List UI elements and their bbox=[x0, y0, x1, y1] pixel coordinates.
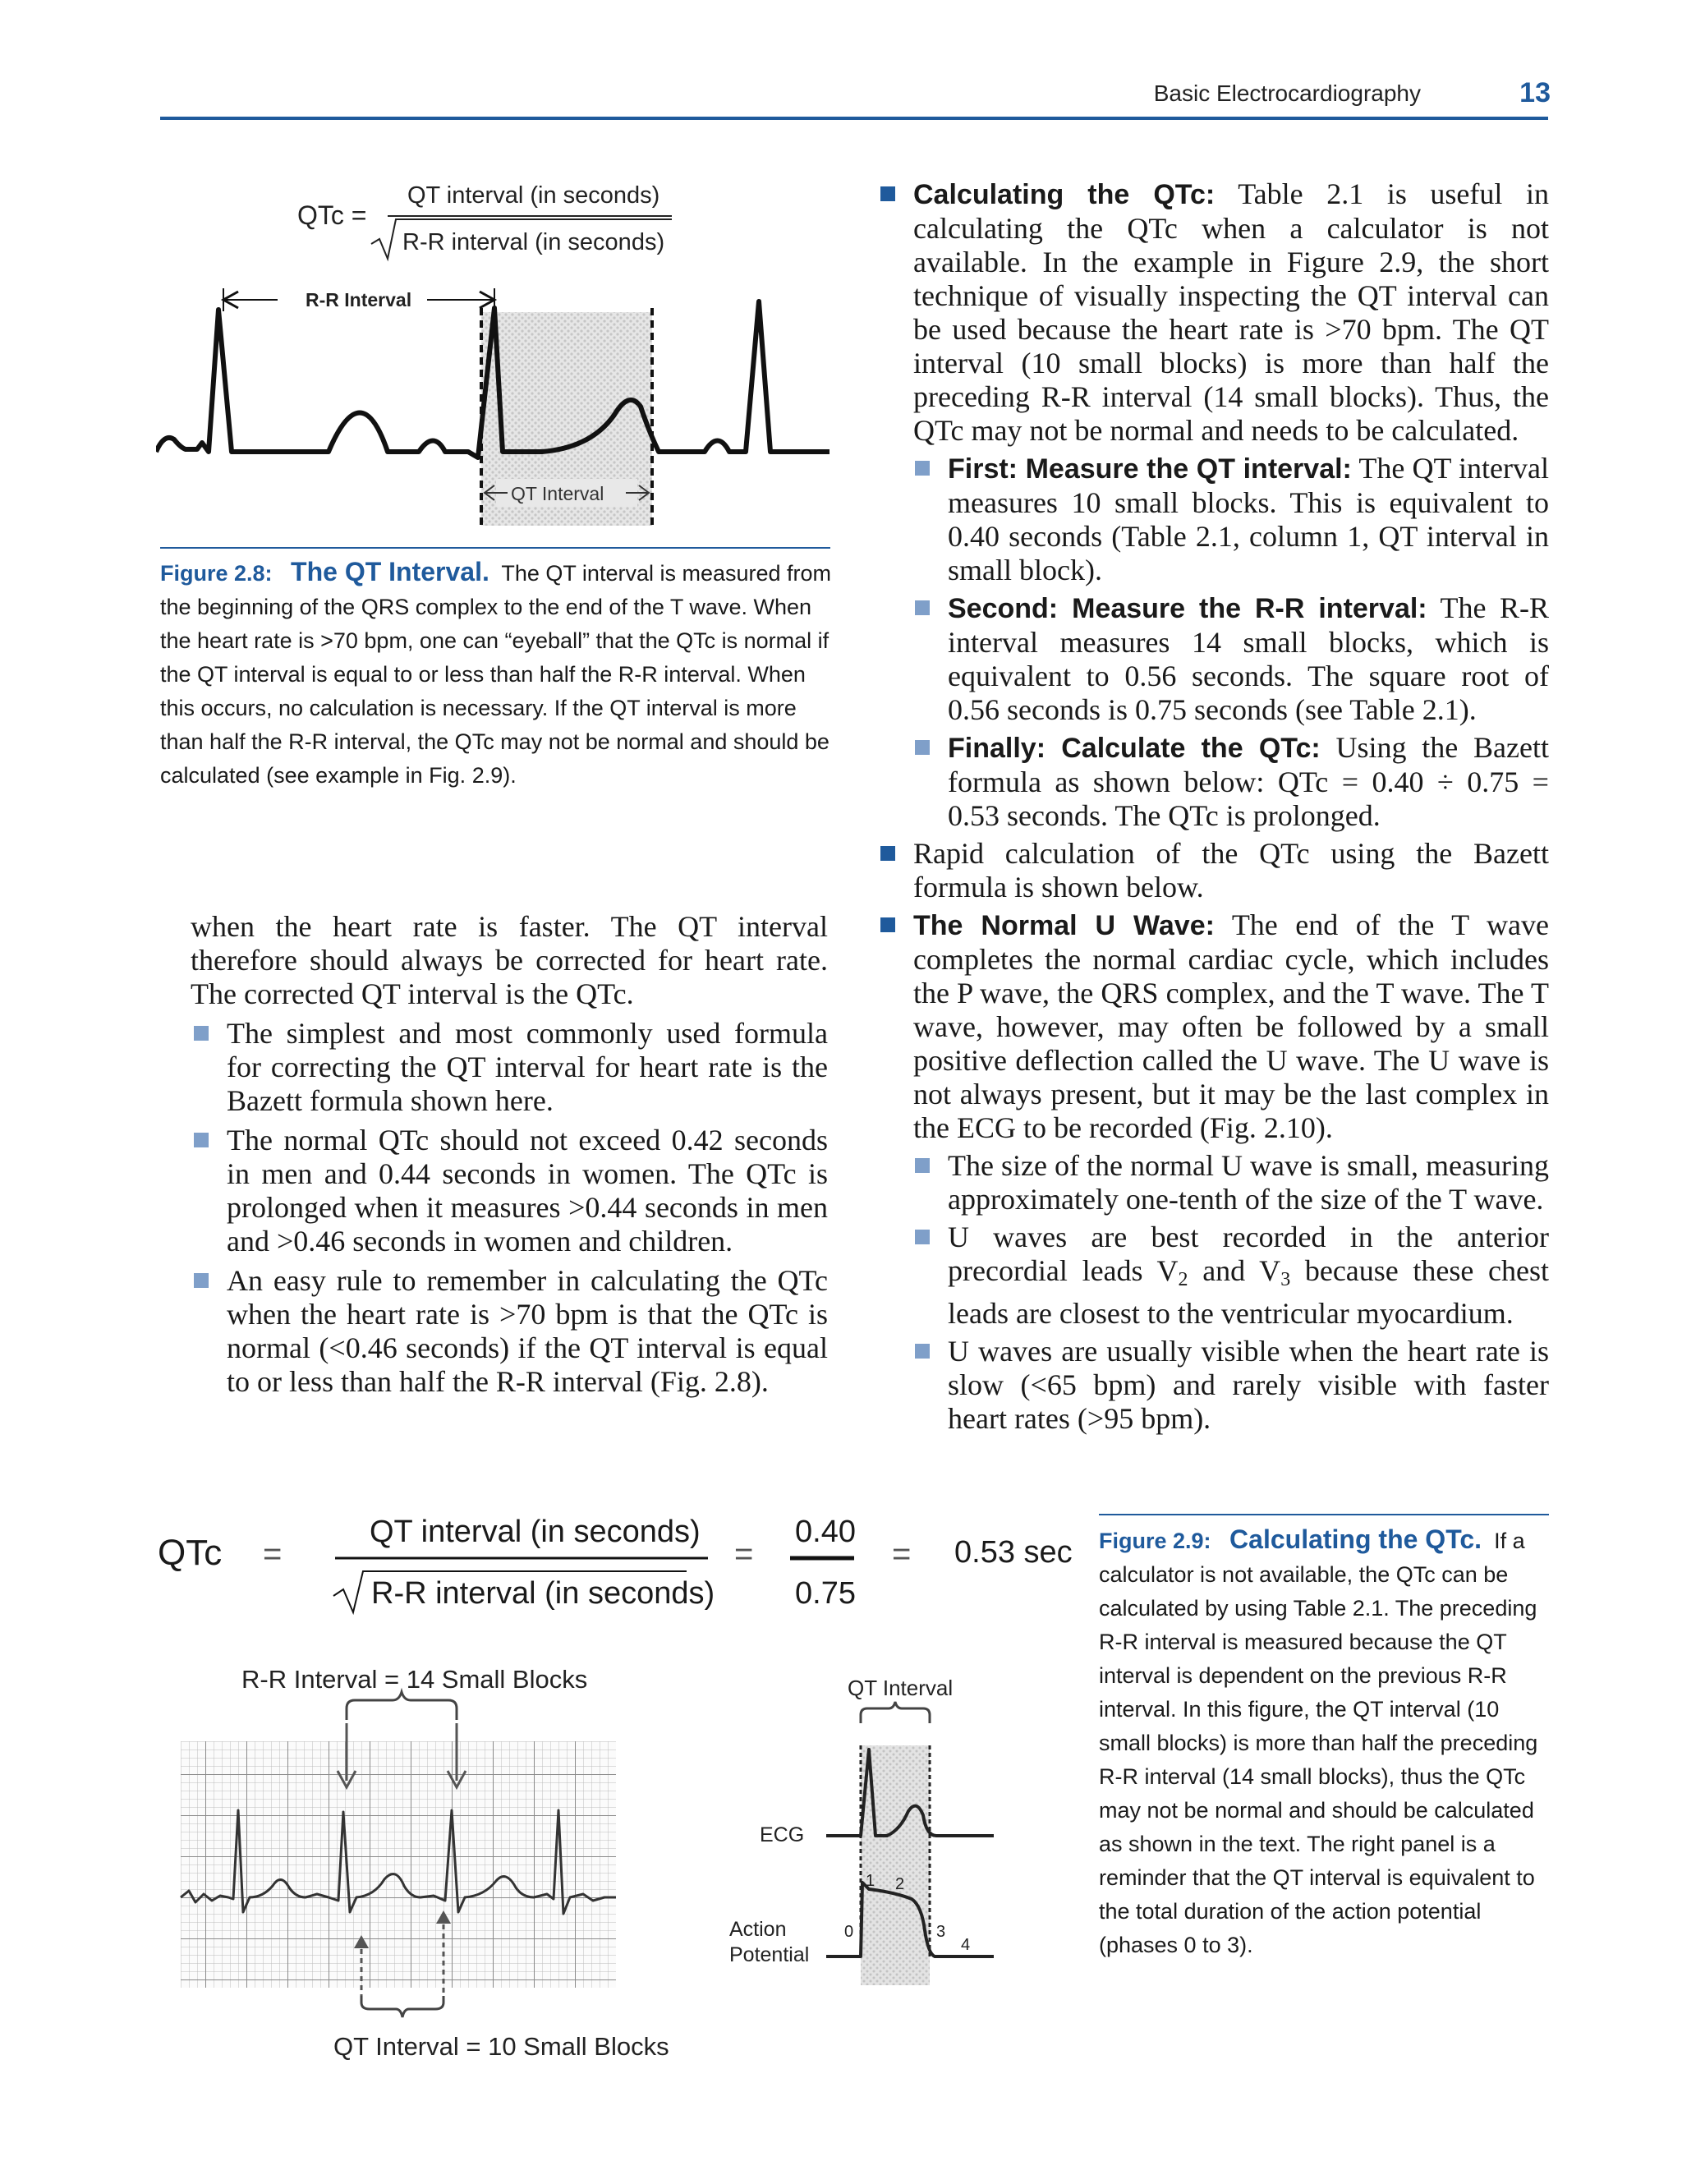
calc-qtc-text: Table 2.1 is useful in calculating the QTc when a calculator is not available. In the example in Figure 2.9, the short technique of visually inspecting the QT interval can be used because the heart rate is >70 bpm. The QT interval (10 small blocks) is more than half the preceding R-R interval (14 small blocks). Thus, the QTc may not be normal and needs to be calculated. bbox=[913, 177, 1549, 447]
bullet-square-icon bbox=[915, 1344, 930, 1359]
fig29-rr-label: R-R Interval = 14 Small Blocks bbox=[241, 1665, 588, 1694]
fig29-phase-2: 2 bbox=[895, 1875, 905, 1893]
fig29-grid-paper bbox=[181, 1741, 616, 1988]
u-wave-sub-2-text-c: and V bbox=[1188, 1254, 1281, 1287]
first-step-heading: First: Measure the QT interval: bbox=[948, 453, 1352, 485]
left-bullet-1-text: The simplest and most commonly used formula for correcting the QT interval for heart rate is the Bazett formula shown here. bbox=[227, 1017, 828, 1117]
bullet-square-icon bbox=[194, 1273, 209, 1288]
figure-2-9-ecg-strip bbox=[164, 1651, 698, 2062]
fig29-result: 0.53 sec bbox=[954, 1535, 1073, 1570]
figure-2-8-caption-label: Figure 2.8: bbox=[160, 561, 273, 586]
fig28-rr-label: R-R Interval bbox=[306, 289, 412, 310]
figure-2-9-action-potential-panel bbox=[715, 1667, 1010, 1988]
bullet-square-icon bbox=[880, 186, 895, 201]
figure-2-9-caption bbox=[1099, 1523, 1549, 1962]
fig29-ap-label-2: Potential bbox=[729, 1943, 810, 1966]
final-step-text: Using the Bazett formula as shown below: QTc = 0.40 ÷ 0.75 = 0.53 seconds. The QTc is prolonged. bbox=[948, 731, 1549, 832]
fig29-formula-lhs: QTc bbox=[158, 1533, 223, 1573]
second-step-text: The R-R interval measures 14 small blocks, which is equivalent to 0.56 seconds. The square root of 0.56 seconds is 0.75 seconds (see Table 2.1). bbox=[948, 591, 1549, 726]
figure-2-9-caption-title: Calculating the QTc. bbox=[1229, 1524, 1482, 1554]
fig29-phase-1: 1 bbox=[866, 1872, 875, 1890]
bullet-square-icon bbox=[915, 600, 930, 615]
fig29-qt-brace bbox=[361, 1996, 443, 2017]
final-step-heading: Finally: Calculate the QTc: bbox=[948, 733, 1321, 764]
figure-2-8-caption-rule bbox=[160, 547, 830, 549]
right-column bbox=[877, 177, 1549, 1436]
figure-2-9-caption-label: Figure 2.9: bbox=[1099, 1529, 1211, 1553]
u-wave-heading: The Normal U Wave: bbox=[913, 910, 1215, 941]
fig28-formula-lhs: QTc = bbox=[297, 200, 367, 230]
fig29-equals-3: = bbox=[892, 1536, 912, 1572]
fig28-numerator: QT interval (in seconds) bbox=[407, 182, 660, 209]
u-wave-bullet bbox=[877, 908, 1549, 1145]
figure-2-9-caption-rule bbox=[1099, 1514, 1549, 1515]
first-step-text: The QT interval measures 10 small blocks. This is equivalent to 0.40 seconds (Table 2.1, column 1, QT interval in small block). bbox=[948, 452, 1549, 586]
fig29-numerator: QT interval (in seconds) bbox=[370, 1515, 701, 1549]
fig29-rr-brace bbox=[347, 1692, 457, 1720]
figure-2-9-formula bbox=[156, 1507, 1076, 1622]
fig29-phase-3: 3 bbox=[936, 1923, 946, 1941]
u-wave-text: The end of the T wave completes the normal cardiac cycle, which includes the P wave, the QRS complex, and the T wave. The T wave, however, may often be followed by a small positive deflection called the U wave. The U wave is not always present, but it may be the last complex in the ECG to be recorded (Fig. 2.10). bbox=[913, 908, 1549, 1144]
left-bullet-3 bbox=[191, 1264, 828, 1399]
figure-2-8-illustration bbox=[156, 168, 830, 530]
fig28-denominator: R-R interval (in seconds) bbox=[402, 229, 665, 255]
figure-2-8-caption-text: The QT interval is measured from the beginning of the QRS complex to the end of the T wave. When the heart rate is >70 bpm, one can “eyeball” that the QTc is normal if the QT interval is equal to or less than half the R-R interval. When this occurs, no calculation is necessary. If the QT interval is more than half the R-R interval, the QTc may not be normal and should be calculated (see example in Fig. 2.9). bbox=[160, 561, 832, 788]
fig29-qt-label: QT Interval = 10 Small Blocks bbox=[333, 2032, 669, 2061]
figure-2-8-caption bbox=[160, 555, 842, 793]
u-wave-sub-bullet-1 bbox=[877, 1149, 1549, 1216]
fig29-phase-0: 0 bbox=[844, 1923, 854, 1941]
u-wave-sub-2-text-e: because these chest leads are closest to the ventricular myocardium. bbox=[948, 1254, 1550, 1330]
second-step-heading: Second: Measure the R-R interval: bbox=[948, 593, 1427, 624]
fig29-ecg-label: ECG bbox=[760, 1823, 805, 1846]
calc-qtc-bullet bbox=[877, 177, 1549, 448]
figure-2-9-caption-text: If a calculator is not available, the QTc can be calculated by using Table 2.1. The preceding R-R interval is measured because the QT interval is dependent on the previous R-R interval. In this figure, the QT interval (10 small blocks) is more than half the preceding R-R interval (14 small blocks), thus the QTc may not be normal and should be calculated as shown in the text. The right panel is a reminder that the QT interval is equivalent to the total duration of the action potential (phases 0 to 3). bbox=[1099, 1529, 1538, 1957]
u-wave-sub-bullet-3 bbox=[877, 1335, 1549, 1436]
first-step-bullet bbox=[877, 452, 1549, 587]
left-intro-paragraph: when the heart rate is faster. The QT interval therefore should always be corrected for heart rate. The corrected QT interval is the QTc. bbox=[191, 910, 828, 1010]
fig29-ap-label-1: Action bbox=[729, 1918, 787, 1941]
fig29-den-value: 0.75 bbox=[795, 1576, 856, 1611]
left-column bbox=[191, 910, 828, 1399]
u-wave-sub-2-v3: 3 bbox=[1280, 1269, 1291, 1290]
fig29-num-value: 0.40 bbox=[795, 1515, 856, 1549]
final-step-bullet bbox=[877, 731, 1549, 833]
second-step-bullet bbox=[877, 591, 1549, 727]
u-wave-sub-bullet-2 bbox=[877, 1221, 1549, 1331]
u-wave-sub-1-text: The size of the normal U wave is small, measuring approximately one-tenth of the size of the T wave. bbox=[948, 1149, 1549, 1216]
u-wave-sub-2-v2: 2 bbox=[1178, 1269, 1188, 1290]
bullet-square-icon bbox=[880, 917, 895, 932]
u-wave-sub-2-text-a: U waves are best recorded in the anterior precordial leads V bbox=[948, 1221, 1549, 1287]
page-number: 13 bbox=[1519, 77, 1551, 108]
rapid-calc-bullet bbox=[877, 837, 1549, 904]
bullet-square-icon bbox=[194, 1026, 209, 1041]
fig29-qt-panel-label: QT Interval bbox=[848, 1676, 954, 1700]
left-bullet-2-text: The normal QTc should not exceed 0.42 seconds in men and 0.44 seconds in women. The QTc is prolonged when it measures >0.44 seconds in men and >0.46 seconds in women and children. bbox=[227, 1124, 828, 1258]
u-wave-sub-3-text: U waves are usually visible when the heart rate is slow (<65 bpm) and rarely visible with faster heart rates (>95 bpm). bbox=[948, 1335, 1549, 1435]
fig29-phase-4: 4 bbox=[961, 1936, 971, 1954]
fig29-equals-2: = bbox=[734, 1536, 754, 1572]
bullet-square-icon bbox=[194, 1133, 209, 1147]
bullet-square-icon bbox=[915, 1230, 930, 1244]
header-rule bbox=[160, 117, 1548, 120]
figure-2-8-caption-title: The QT Interval. bbox=[291, 557, 489, 586]
bullet-square-icon bbox=[915, 740, 930, 755]
bullet-square-icon bbox=[880, 846, 895, 861]
fig28-qt-label: QT Interval bbox=[511, 483, 604, 504]
rapid-calc-text: Rapid calculation of the QTc using the Bazett formula is shown below. bbox=[913, 837, 1549, 903]
fig29-qt-panel-brace bbox=[861, 1702, 930, 1723]
running-head: Basic Electrocardiography bbox=[1153, 80, 1421, 106]
left-bullet-1 bbox=[191, 1017, 828, 1118]
left-bullet-2 bbox=[191, 1124, 828, 1258]
left-bullet-3-text: An easy rule to remember in calculating the QTc when the heart rate is >70 bpm is that the QTc is normal (<0.46 seconds) if the QT interval is equal to or less than half the R-R interval (Fig. 2.8). bbox=[227, 1264, 828, 1398]
calc-qtc-heading: Calculating the QTc: bbox=[913, 179, 1216, 210]
bullet-square-icon bbox=[915, 1158, 930, 1173]
bullet-square-icon bbox=[915, 461, 930, 476]
fig29-equals-1: = bbox=[263, 1536, 283, 1572]
fig29-denominator: R-R interval (in seconds) bbox=[371, 1576, 715, 1611]
